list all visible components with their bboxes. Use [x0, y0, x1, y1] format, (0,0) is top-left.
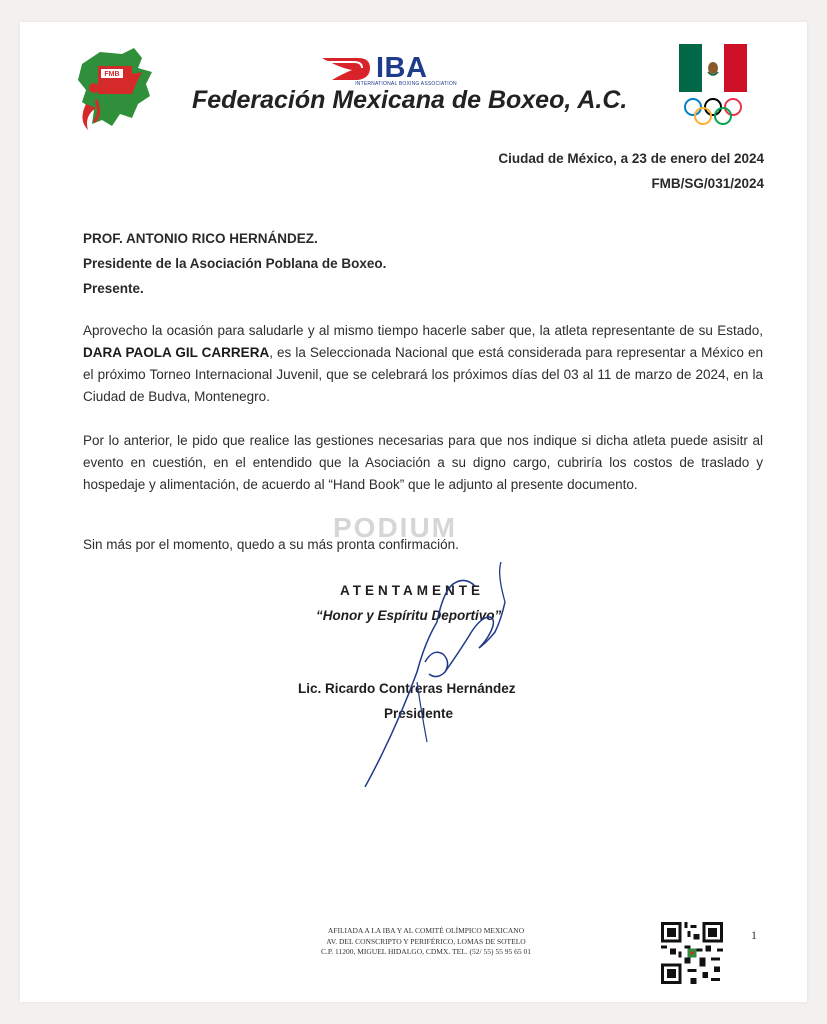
footer-line-1: AFILIADA A LA IBA Y AL COMITÉ OLÍMPICO MEXICANO [327, 926, 525, 935]
signer-name: Lic. Ricardo Contreras Hernández [298, 681, 516, 696]
mexico-flag-icon [679, 44, 747, 92]
recipient-block [83, 226, 386, 301]
motto: “Honor y Espíritu Deportivo” [316, 608, 502, 623]
place-date: Ciudad de México, a 23 de enero del 2024 [498, 151, 764, 166]
paragraph-1 [83, 320, 763, 408]
letter-page [20, 22, 807, 1002]
federation-title: Federación Mexicana de Boxeo, A.C. [192, 86, 628, 114]
iba-logo-text: IBA [376, 52, 428, 84]
paragraph-3: Sin más por el momento, quedo a su más pronta confirmación. [83, 537, 459, 552]
iba-subtitle: INTERNATIONAL BOXING ASSOCIATION [355, 81, 457, 87]
reference-number: FMB/SG/031/2024 [651, 176, 764, 191]
recipient-position: Presidente de la Asociación Poblana de Boxeo. [83, 256, 387, 271]
page-number: 1 [751, 928, 757, 942]
signer-title: Presidente [384, 706, 454, 721]
greeting: Presente. [83, 281, 144, 296]
watermark: PODIUM [333, 512, 457, 543]
olympic-rings-icon [681, 96, 745, 128]
paragraph-1-after: , es la Seleccionada Nacional que está considerada para representar a México en el próximo Torneo Internacional Juvenil, que se celebrará los próximos días del 03 al 11 de marzo de 2024, en la Ciudad de Budva, Montenegro. [83, 345, 763, 404]
closing: ATENTAMENTE [340, 583, 484, 598]
athlete-name: DARA PAOLA GIL CARRERA [83, 345, 270, 360]
qr-code-icon [661, 922, 723, 984]
footer-line-3: C.P. 11200, MIGUEL HIDALGO, CDMX. TEL. (52/ 55) 55 95 65 01 [321, 947, 531, 956]
footer-line-2: AV. DEL CONSCRIPTO Y PERIFÉRICO, LOMAS DE SOTELO [326, 936, 526, 946]
fmb-logo-text: FMB [104, 71, 120, 78]
paragraph-2: Por lo anterior, le pido que realice las gestiones necesarias para que nos indique si dicha atleta puede asisitr al evento en cuestión, en el entendido que la Asociación a su digno cargo, cubriría los costos de traslado y hospedaje y alimentación, de acuerdo al “Hand Book” que le adjunto al presente documento. [83, 433, 763, 492]
recipient-name: PROF. ANTONIO RICO HERNÁNDEZ. [83, 231, 318, 246]
fmb-logo [72, 44, 156, 132]
footer-address [266, 926, 586, 958]
paragraph-1-before: Aprovecho la ocasión para saludarle y al mismo tiempo hacerle saber que, la atleta representante de su Estado, [83, 323, 763, 338]
